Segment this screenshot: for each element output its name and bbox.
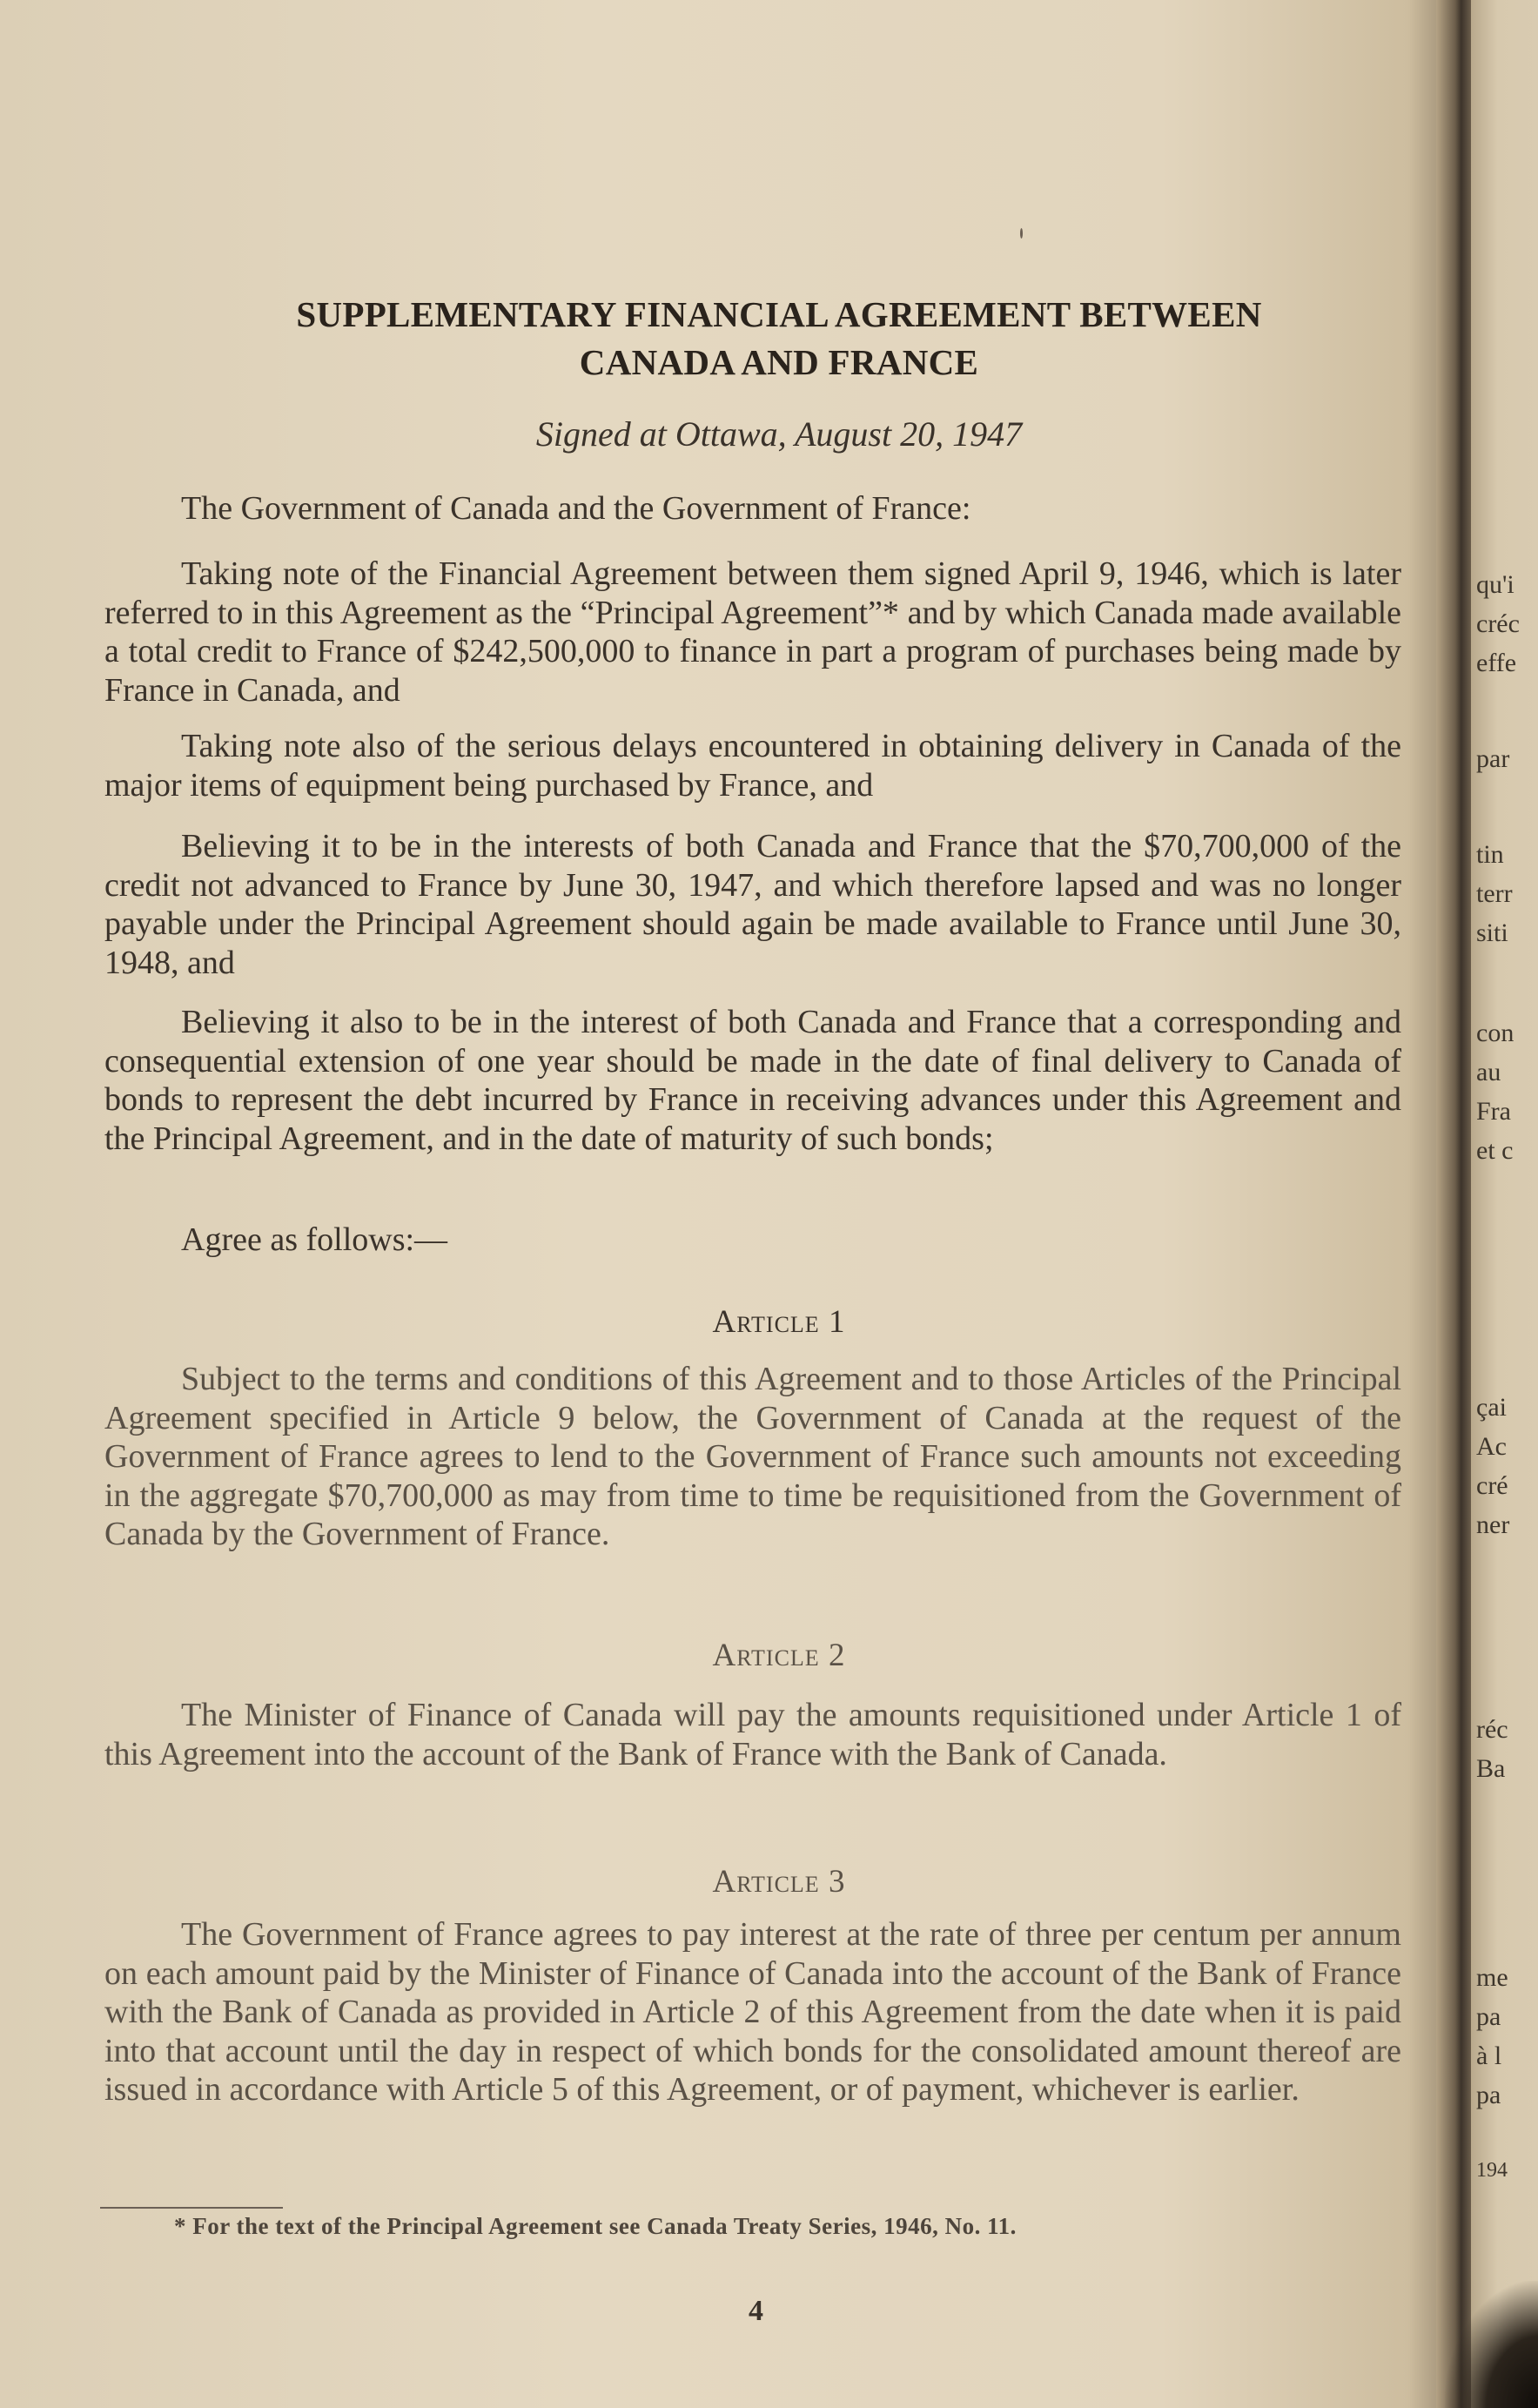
page-shadow <box>1445 2281 1538 2408</box>
facing-fragment: au <box>1476 1058 1501 1086</box>
article-1-heading: Article 1 <box>712 1304 846 1340</box>
recital-3: Believing it to be in the interests of both Canada and France that the $70,700,000 of the credit not advanced to France by June 30, 1947, and which therefore lapsed and was no longer payable under the Principal Agreement should again be made available to France until June 30, 1948, and <box>104 828 1401 981</box>
facing-fragment: siti <box>1476 918 1508 947</box>
facing-fragment: con <box>1476 1019 1514 1047</box>
facing-page-edge <box>1471 0 1538 2408</box>
agree-line: Agree as follows:— <box>181 1221 448 1258</box>
facing-fragment: ner <box>1476 1510 1510 1539</box>
paper-speck <box>1020 228 1023 239</box>
article-3-heading: Article 3 <box>712 1864 846 1900</box>
recital-2: Taking note also of the serious delays encountered in obtaining delivery in Canada of the major items of equipment being purchased by France, and <box>104 728 1401 804</box>
facing-fragment: tin <box>1476 840 1504 869</box>
footnote: * For the text of the Principal Agreement see Canada Treaty Series, 1946, No. 11. <box>174 2213 1017 2239</box>
article-1-text: Subject to the terms and conditions of this Agreement and to those Articles of the Principal Agreement specified in Article 9 below, the Government of Canada at the request of the Government of France agrees to lend to the Government of France such amounts not exceeding in the aggregate $70,700,000 as may from time to time be requisitioned from the Government of Canada by the Government of France. <box>104 1361 1401 1552</box>
recital-4: Believing it also to be in the interest of both Canada and France that a corresponding and consequential extension of one year should be made in the date of final delivery to Canada of bonds to represent the debt incurred by France in receiving advances under this Agreement and the Principal Agreement, and in the date of maturity of such bonds; <box>104 1004 1401 1157</box>
facing-fragment: pa <box>1476 2002 1501 2031</box>
facing-fragment: cré <box>1476 1471 1508 1500</box>
facing-fragment: qu'i <box>1476 570 1514 599</box>
facing-fragment: pa <box>1476 2081 1501 2109</box>
article-2-heading: Article 2 <box>712 1638 846 1673</box>
facing-fragment: 194 <box>1476 2159 1508 2182</box>
opening-line: The Government of Canada and the Government of France: <box>181 490 971 527</box>
facing-fragment: créc <box>1476 609 1520 638</box>
footnote-rule <box>100 2207 283 2209</box>
facing-fragment: Ac <box>1476 1432 1507 1461</box>
article-2-text: The Minister of Finance of Canada will pay the amounts requisitioned under Article 1 of this Agreement into the account of the Bank of France with the Bank of Canada. <box>104 1697 1401 1772</box>
facing-fragment: effe <box>1476 649 1517 677</box>
facing-fragment: çai <box>1476 1393 1507 1422</box>
facing-fragment: à l <box>1476 2041 1502 2070</box>
facing-fragment: Fra <box>1476 1097 1511 1126</box>
document-title-line1: SUPPLEMENTARY FINANCIAL AGREEMENT BETWEEN <box>296 294 1262 334</box>
page-number: 4 <box>749 2295 763 2327</box>
facing-fragment: terr <box>1476 879 1513 908</box>
article-3-text: The Government of France agrees to pay interest at the rate of three per centum per annum on each amount paid by the Minister of Finance of Canada into the account of the Bank of France with the Bank of Canada as provided in Article 2 of this Agreement from the date when it is paid into that account until the day in respect of which bonds for the consolidated amount thereof are issued in accordance with Article 5 of this Agreement, or of payment, whichever is earlier. <box>104 1916 1401 2108</box>
facing-fragment: me <box>1476 1963 1508 1992</box>
signing-line: Signed at Ottawa, August 20, 1947 <box>535 414 1023 454</box>
facing-fragment: par <box>1476 744 1510 773</box>
facing-fragment: et c <box>1476 1136 1514 1165</box>
facing-fragment: réc <box>1476 1715 1508 1744</box>
facing-fragment: Ba <box>1476 1754 1506 1783</box>
recital-1: Taking note of the Financial Agreement between them signed April 9, 1946, which is later referred to in this Agreement as the “Principal Agreement”* and by which Canada made available a total credit to France of $242,500,000 to finance in part a program of purchases being made by France in Canada, and <box>104 555 1401 709</box>
document-title-line2: CANADA AND FRANCE <box>579 342 979 382</box>
